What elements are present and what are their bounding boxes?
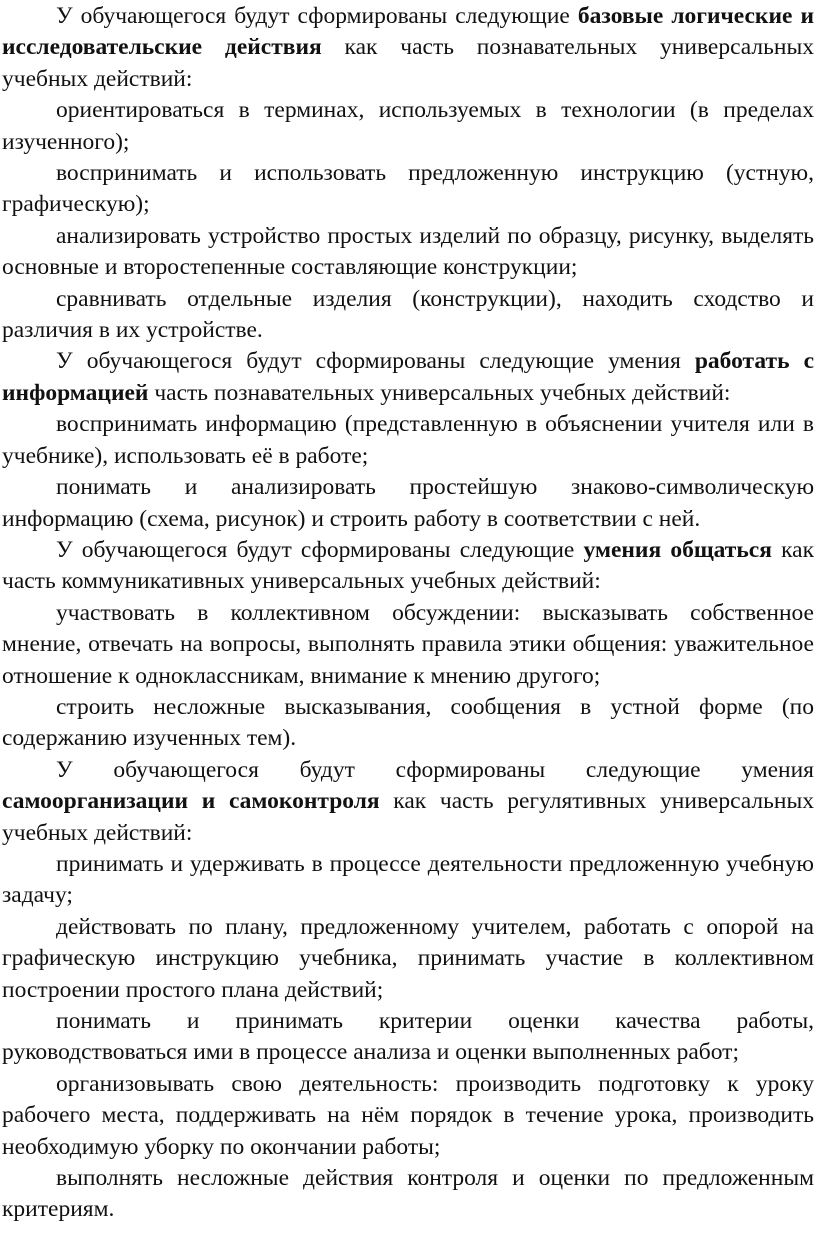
text-run: часть познавательных универсальных учебных действий: — [148, 379, 731, 406]
text-run: выполнять несложные действия контроля и оценки по предложенным критериям. — [2, 1165, 814, 1223]
list-item-paragraph — [2, 409, 814, 472]
bold-term-logical-actions: базовые логические и исследовательские действия — [2, 3, 814, 61]
document-page — [0, 1, 816, 1252]
list-item-paragraph — [2, 95, 814, 158]
bold-term-communication: умения общаться — [583, 536, 772, 563]
list-item-paragraph — [2, 158, 814, 221]
text-run: воспринимать и использовать предложенную инструкцию (устную, графическую); — [2, 160, 814, 218]
text-run: сравнивать отдельные изделия (конструкции), находить сходство и различия в их устройстве. — [2, 285, 814, 344]
text-run: организовывать свою деятельность: производить подготовку к уроку рабочего места, поддерживать на нём порядок в течение урока, производить необходимую уборку по окончании работы; — [2, 1070, 814, 1160]
list-item-paragraph — [2, 1163, 814, 1226]
text-run: У обучающегося будут сформированы следующие умения — [56, 756, 814, 783]
paragraph-basic-logical-actions — [2, 1, 814, 95]
list-item-paragraph — [2, 1069, 814, 1163]
text-run: У обучающегося будут сформированы следующие — [56, 3, 578, 29]
list-item-paragraph — [2, 221, 814, 284]
text-run: строить несложные высказывания, сообщения в устной форме (по содержанию изученных тем). — [2, 693, 814, 752]
list-item-paragraph — [2, 598, 814, 692]
text-run: У обучающегося будут сформированы следующие умения — [56, 348, 695, 375]
list-item-paragraph — [2, 692, 814, 755]
list-item-paragraph — [2, 284, 814, 347]
paragraph-information-skills — [2, 346, 814, 409]
paragraph-self-organization-skills — [2, 755, 814, 849]
text-run: анализировать устройство простых изделий по образцу, рисунку, выделять основные и второстепенные составляющие конструкции; — [2, 222, 814, 281]
text-run: понимать и принимать критерии оценки качества работы, руководствоваться ими в процессе анализа и оценки выполненных работ; — [2, 1008, 814, 1066]
text-run: принимать и удерживать в процессе деятельности предложенную учебную задачу; — [2, 850, 814, 909]
text-run: участвовать в коллективном обсуждении: высказывать собственное мнение, отвечать на вопросы, выполнять правила этики общения: уважительное отношение к одноклассникам, внимание к мнению другого; — [2, 599, 814, 689]
text-run: как часть коммуникативных универсальных учебных действий: — [2, 536, 814, 595]
bold-term-self-organization: самоорганизации и самоконтроля — [2, 788, 380, 815]
text-run: понимать и анализировать простейшую знаково-символическую информацию (схема, рисунок) и строить работу в соответствии с ней. — [2, 474, 814, 532]
text-run: воспринимать информацию (представленную в объяснении учителя или в учебнике), использовать её в работе; — [2, 411, 814, 469]
text-run: как часть регулятивных универсальных учебных действий: — [2, 788, 814, 846]
list-item-paragraph — [2, 472, 814, 535]
list-item-paragraph — [2, 1006, 814, 1069]
list-item-paragraph — [2, 912, 814, 1006]
text-run: У обучающегося будут сформированы следующие — [56, 536, 584, 563]
paragraph-communication-skills — [2, 535, 814, 598]
list-item-paragraph — [2, 849, 814, 912]
text-run: как часть познавательных универсальных учебных действий: — [2, 34, 814, 92]
text-run: ориентироваться в терминах, используемых в технологии (в пределах изученного); — [2, 97, 814, 155]
text-run: действовать по плану, предложенному учителем, работать с опорой на графическую инструкцию учебника, принимать участие в коллективном построении простого плана действий; — [2, 913, 814, 1003]
bold-term-information: работать с информацией — [2, 348, 815, 406]
